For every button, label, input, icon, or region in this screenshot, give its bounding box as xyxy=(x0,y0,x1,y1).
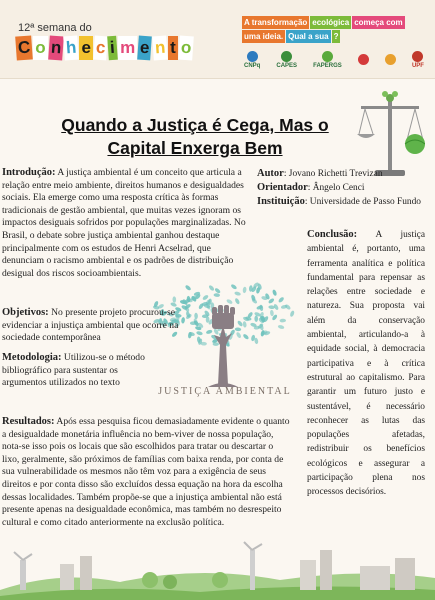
authors-block xyxy=(257,167,432,209)
event-name-letter: e xyxy=(137,36,152,61)
event-edition: 12ª semana do xyxy=(18,22,92,34)
tree-leaf xyxy=(242,333,249,340)
tree-leaf xyxy=(242,287,246,294)
slogan-part: ecológica xyxy=(312,18,350,27)
tree-leaf xyxy=(226,298,233,304)
slogan-part: Qual a sua xyxy=(288,32,329,41)
tree-leaf xyxy=(278,324,285,329)
metodologia-label: Metodologia: xyxy=(2,352,62,363)
event-name-letter: t xyxy=(168,36,178,60)
tree-leaf xyxy=(237,320,244,327)
fapergs-logo: FAPERGS xyxy=(313,51,342,69)
tree-leaf xyxy=(208,284,215,291)
partner-logo xyxy=(358,54,369,66)
autor-label: Autor xyxy=(257,168,284,179)
event-name xyxy=(16,36,216,64)
tree-leaf xyxy=(242,321,247,328)
slogan-part: A transformação xyxy=(244,18,308,27)
tree-leaf xyxy=(202,294,209,301)
event-name-letter: h xyxy=(63,36,79,61)
tree-leaf xyxy=(259,304,264,311)
event-name-letter: m xyxy=(118,36,137,60)
metodologia-section xyxy=(2,352,150,390)
tree-leaf xyxy=(234,298,240,305)
cnpq-logo: CNPq xyxy=(244,51,260,69)
event-name-letter: o xyxy=(33,36,47,60)
illustration-label: JUSTIÇA AMBIENTAL xyxy=(158,386,292,397)
slogan-part: uma ideia. xyxy=(244,32,284,41)
slogan-part: começa com xyxy=(354,18,403,27)
event-name-letter: n xyxy=(48,36,64,61)
capes-logo: CAPES xyxy=(276,51,297,69)
objetivos-text: No presente projeto procurou-se evidenciar a injustiça ambiental que ocorre na sociedade contemporânea xyxy=(2,307,179,344)
event-name-letter: n xyxy=(152,36,168,61)
tree-leaf xyxy=(235,331,242,338)
event-name-letter: o xyxy=(178,36,194,61)
resultados-label: Resultados: xyxy=(2,416,55,427)
title-line: Quando a Justiça é Cega, Mas o xyxy=(61,115,329,135)
tree-leaf xyxy=(172,296,176,303)
orientador-label: Orientador xyxy=(257,182,308,193)
event-header xyxy=(0,0,435,79)
instituicao-value: : Universidade de Passo Fundo xyxy=(304,197,421,207)
introducao-text: A justiça ambiental é um conceito que articula a relação entre meio ambiente, direitos humanos e desigualdades sociais. Ela emerge como uma resposta crítica às formas tradicionais de gestão ambiental, que muitas vezes ignoram os impactos desiguais sofridos por populações marginalizadas. No Brasil, o debate sobre justiça ambiental ganhou destaque principalmente com os estudos de Henri Acselrad, que denunciam o racismo ambiental e os padrões de distribuição desigual dos riscos socioambientais. xyxy=(2,167,246,279)
tree-leaf xyxy=(270,310,274,317)
metodologia-text: Utilizou-se o método bibliográfico para sustentar os argumentos utilizados no texto xyxy=(2,352,145,389)
footer-cityscape-illustration xyxy=(0,520,435,600)
objetivos-section xyxy=(2,307,214,345)
sponsor-logos xyxy=(244,50,424,70)
orientador-value: : Ângelo Cenci xyxy=(307,183,365,193)
tree-leaf xyxy=(278,296,285,303)
slogan-part: ? xyxy=(333,32,339,41)
upf-logo: UPF xyxy=(412,51,424,69)
event-name-letter: e xyxy=(79,36,92,60)
tree-leaf xyxy=(289,310,295,317)
conclusao-section xyxy=(307,228,425,500)
tree-leaf xyxy=(254,315,258,321)
objetivos-label: Objetivos: xyxy=(2,307,49,318)
introducao-label: Introdução: xyxy=(2,167,56,178)
tree-leaf xyxy=(185,284,192,291)
conclusao-label: Conclusão: xyxy=(307,229,358,240)
resultados-text: Após essa pesquisa ficou demasiadamente evidente o quanto a desigualdade monetária influência no bem-viver de nossa população, nota-se isso pois os locais que são escolhidos para tratar ou descartar o lixo, geralmente, são próximos de famílias com baixa renda, por conta de sua vulnerabilidade os mesmos não têm voz para a exigência de seus direitos e por conta disso são excluídos dessa equação na hora da escolha dessas localidades. Também propõe-se que a injustiça ambiental não está presente apenas na desigualdade econômica, mas também no desrespeito cultural e como citado anteriormente na exclusão política. xyxy=(2,416,290,528)
event-name-letter: c xyxy=(93,36,108,61)
tree-leaf xyxy=(213,293,220,297)
tree-leaf xyxy=(234,291,241,296)
instituicao-label: Instituição xyxy=(257,196,305,207)
conclusao-text: A justiça ambiental é, portanto, uma ferramenta analítica e política fundamental para repensar as relações entre sociedade e natureza. Sua proposta vai além da conservação ambiental, articulando-a à equidade social, à democracia participativa e à crítica estrutural ao capitalismo. Para garantir um futuro justo e sustentável, é necessário reconhecer as lutas das populações afetadas, redistribuir os benefícios ecológicos e assegurar a participação plena nos processos decisórios. xyxy=(307,230,425,498)
event-name-letter: C xyxy=(15,35,33,60)
tree-leaf xyxy=(280,319,287,323)
title-line: Capital Enxerga Bem xyxy=(107,138,283,158)
event-name-letter: i xyxy=(108,36,118,61)
autor-value: : Jovano Richetti Trevizan xyxy=(283,169,383,179)
tree-leaf xyxy=(214,287,221,294)
tree-leaf xyxy=(272,289,278,296)
poster-title xyxy=(40,114,350,160)
tree-leaf xyxy=(230,283,237,290)
partner-logo xyxy=(385,54,396,66)
introducao-section xyxy=(2,167,252,280)
event-slogan xyxy=(242,16,417,44)
tree-leaf xyxy=(235,327,242,331)
resultados-section xyxy=(2,416,292,529)
